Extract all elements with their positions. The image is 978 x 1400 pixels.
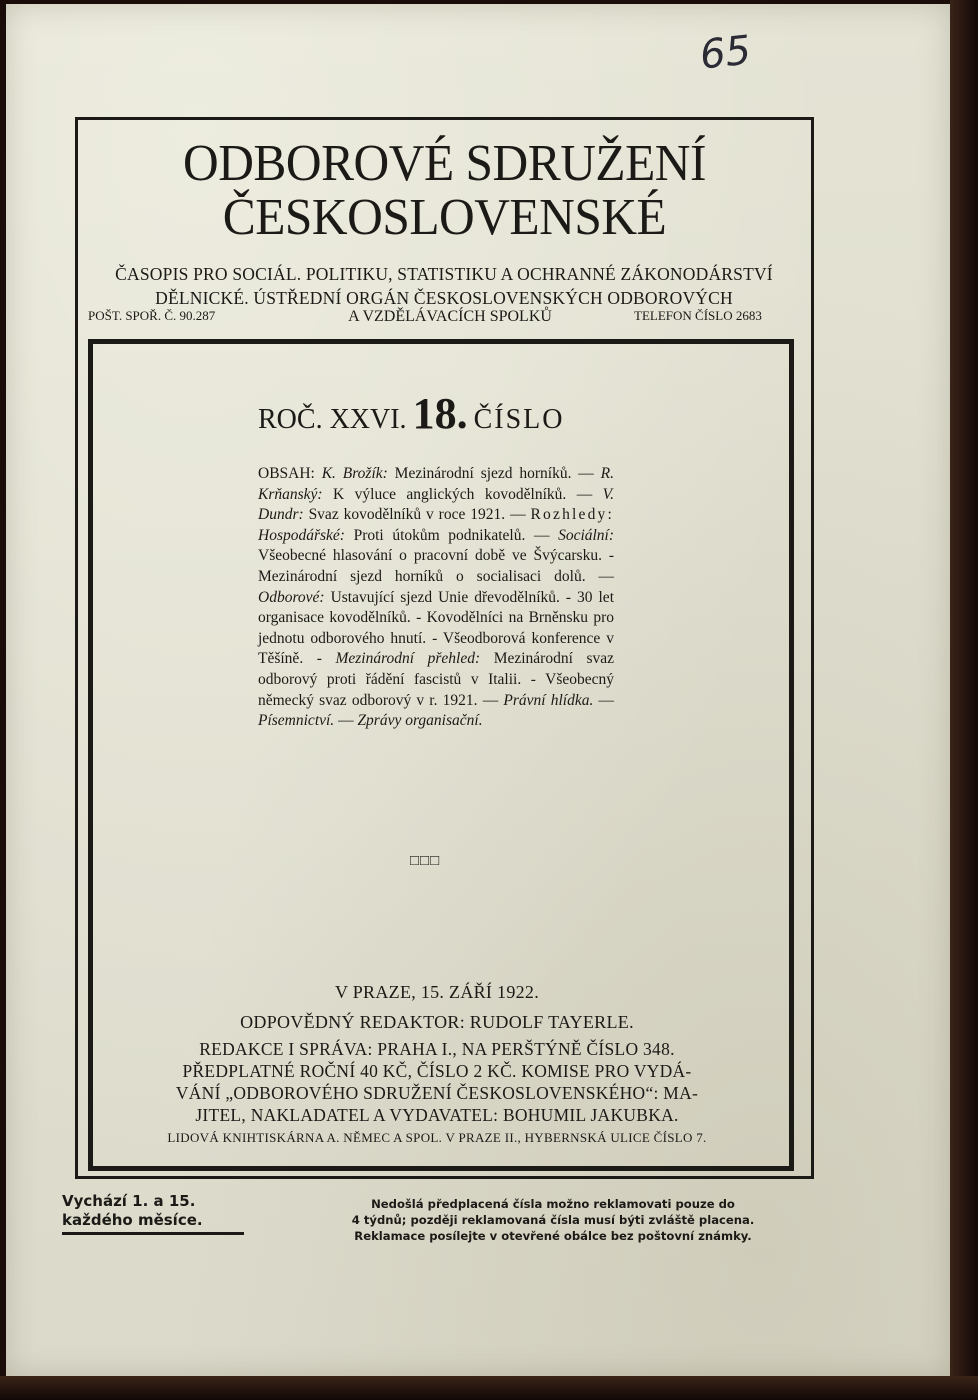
imprint-editor: ODPOVĚDNÝ REDAKTOR: RUDOLF TAYERLE. (240, 1012, 634, 1032)
notice-line1: Nedošlá předplacená čísla možno reklamovati pouze do (371, 1197, 735, 1211)
contents-section: Zprávy organisační. (357, 712, 483, 730)
postal-account: POŠT. SPOŘ. Č. 90.287 (88, 308, 216, 323)
contents-entry: Mezinárodní svaz odborový proti řádění fascistů v Italii. - Všeobecný německý svaz odborový v r. 1921. (258, 650, 614, 709)
issue-heading (258, 389, 638, 438)
imprint-line5: VÁNÍ „ODBOROVÉHO SDRUŽENÍ ČESKOSLOVENSKÉHO“: MA- (175, 1083, 699, 1103)
masthead-subtitle-line1: ČASOPIS PRO SOCIÁL. POLITIKU, STATISTIKU A OCHRANNÉ ZÁKONODÁRSTVÍ (115, 264, 773, 284)
claims-notice (288, 1196, 818, 1244)
contents-author: V. Dundr: (258, 485, 615, 524)
background-edge-bottom (0, 1376, 978, 1400)
imprint-line3: REDAKCE I SPRÁVA: PRAHA I., NA PERŠTÝNĚ ČÍSLO 348. (199, 1039, 675, 1059)
contents-entry: Proti útokům podnikatelů. — (353, 526, 550, 544)
masthead-title-line1: ODBOROVÉ SDRUŽENÍ (183, 135, 706, 192)
masthead-subtitle-line2: DĚLNICKÉ. ÚSTŘEDNÍ ORGÁN ČESKOSLOVENSKÝCH ODBOROVÝCH (155, 288, 733, 308)
contents-entry: Všeobecné hlasování o pracovní době ve Švýcarsku. - Mezinárodní sjezd horníků o socialisaci dolů. — (258, 547, 614, 585)
notice-line2: 4 týdnů; později reklamovaná čísla musí býti zvláště placena. (351, 1213, 755, 1227)
telephone-number: TELEFON ČÍSLO 2683 (634, 308, 762, 323)
contents-section: Mezinárodní přehled: (335, 650, 481, 668)
imprint-place-date: V PRAZE, 15. ZÁŘÍ 1922. (334, 982, 540, 1002)
contents-section: Hospodářské: (258, 526, 345, 544)
contents-author: K. Brožík: (321, 465, 388, 482)
handwritten-page-number: 65 (697, 27, 754, 79)
notice-line3: Reklamace posílejte v otevřené obálce bez poštovní známky. (354, 1229, 752, 1243)
issue-volume: ROČ. XXVI. (258, 404, 407, 435)
imprint-line6: JITEL, NAKLADATEL A VYDAVATEL: BOHUMIL JAKUBKA. (195, 1105, 679, 1125)
contents-section: Právní hlídka. (503, 691, 594, 709)
table-of-contents: OBSAH: K. Brožík: Mezinárodní sjezd horníků. — R. Krňanský: K výluce anglických kovodělníků. — V. Dundr: Svaz kovodělníků v roce 1921. — Rozhledy: Hospodářské: Proti útokům podnikatelů. — Sociální: Všeobecné hlasování o pracovní době ve Švýcarsku. - Mezinárodní sjezd horníků o socialisaci dolů. — Odborové: Ustavující sjezd Unie dřevodělníků. - 30 let organisace kovodělníků. - Kovodělníci na Brněnsku pro jednotu odborového hnutí. - Všeodborová konference v Těšíně. - Mezinárodní přehled: Mezinárodní svaz odborový proti řádění fascistů v Italii. - Všeobecný německý svaz odborový v r. 1921. — Právní hlídka. — Písemnictví. — Zprávy organisační. (258, 465, 615, 730)
contents-entry: Ustavující sjezd Unie dřevodělníků. - 30 let organisace kovodělníků. - Kovodělníci na Brněnsku pro jednotu odborového hnutí. - Všeodborová konference v Těšíně. - (258, 588, 614, 668)
publication-frequency (62, 1192, 244, 1235)
contents-entry: Mezinárodní sjezd horníků. — (394, 465, 594, 482)
contents-entry: Svaz kovodělníků v roce 1921. — (308, 506, 526, 524)
background-edge-right (950, 0, 978, 1400)
ornament: □□□ (410, 853, 441, 869)
contents-section: Rozhledy: (530, 506, 615, 524)
masthead-title-line2: ČESKOSLOVENSKÉ (222, 189, 667, 246)
frequency-line2: každého měsíce. (62, 1211, 203, 1229)
frequency-line1: Vychází 1. a 15. (62, 1192, 196, 1210)
issue-label: ČÍSLO (473, 404, 565, 435)
issue-number: 18. (412, 389, 468, 438)
contents-entry: K výluce anglických kovodělníků. — (333, 485, 593, 503)
contents-section: Odborové: (258, 588, 325, 606)
contents-label: OBSAH: (258, 465, 315, 482)
imprint-printer: LIDOVÁ KNIHTISKÁRNA A. NĚMEC A SPOL. V PRAZE II., HYBERNSKÁ ULICE ČÍSLO 7. (167, 1130, 707, 1145)
contents-section: Písemnictví. (258, 712, 335, 730)
contents-section: Sociální: (558, 526, 615, 544)
imprint-line4: PŘEDPLATNÉ ROČNÍ 40 KČ, ČÍSLO 2 KČ. KOMISE PRO VYDÁ- (182, 1061, 692, 1081)
masthead-subtitle-line3: A VZDĚLÁVACÍCH SPOLKŮ (348, 308, 552, 325)
contents-author: R. Krňanský: (258, 465, 614, 503)
